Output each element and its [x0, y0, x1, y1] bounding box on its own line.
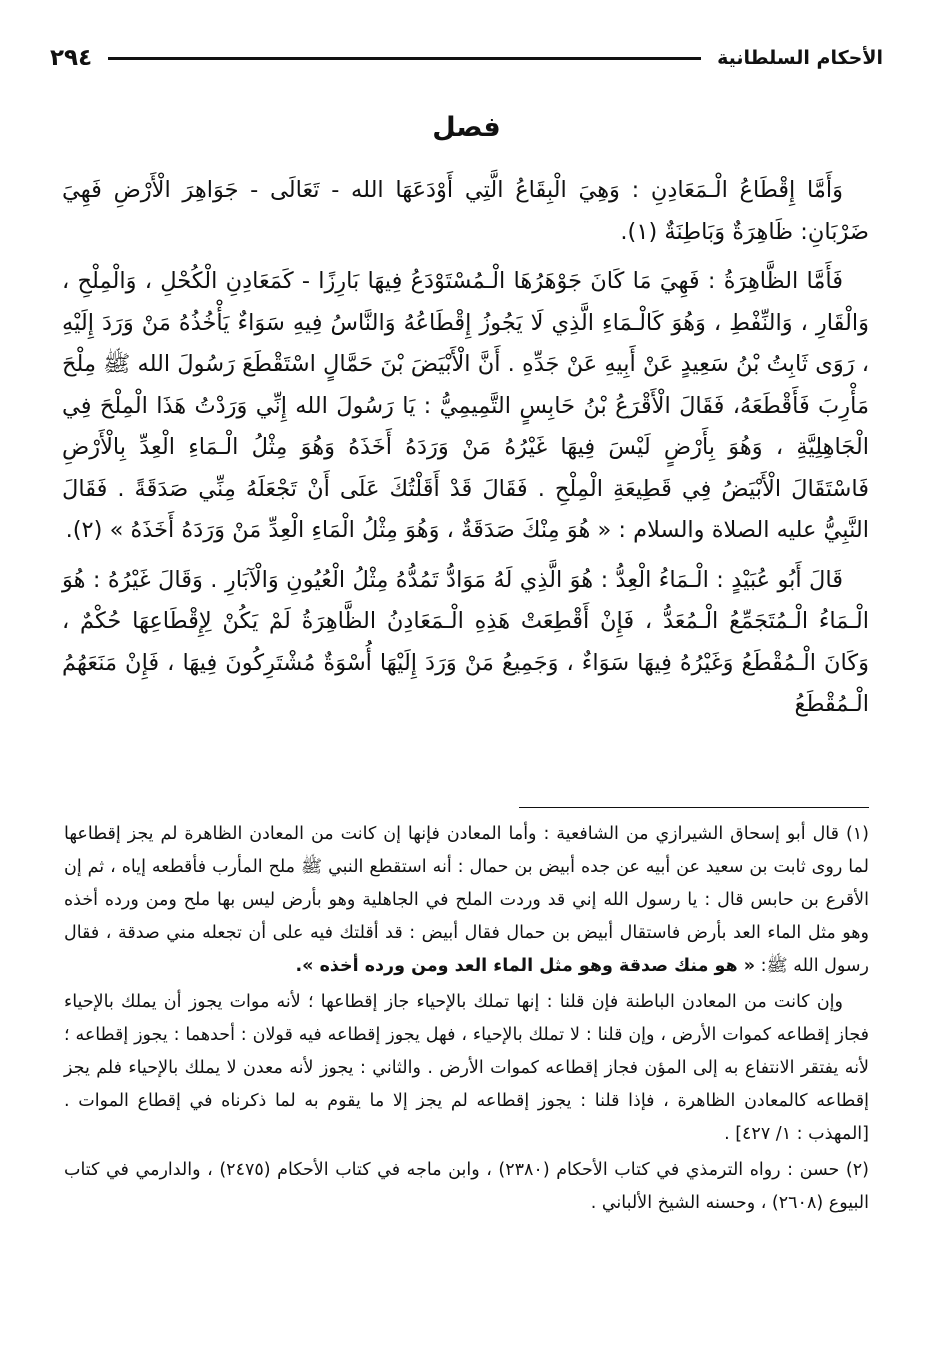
section-title: فصل [432, 112, 501, 143]
page-number: ٢٩٤ [50, 45, 93, 71]
running-title: الأحكام السلطانية [717, 47, 883, 69]
footnote-1-continued: وإن كانت من المعادن الباطنة فإن قلنا : إنها تملك بالإحياء جاز إقطاعها ؛ لأنه موات يجوز أن يملك بالإحياء فجاز إقطاعه كموات الأرض ، وإن قلنا : لا تملك بالإحياء ، فهل يجوز إقطاعه فيه قولان : أحدهما : يجوز إقطاعه ؛ لأنه يفتقر الانتفاع به إلى المؤن فجاز إقطاعه كموات الأرض . والثاني : يجوز لأنه معدن لا يملك بالإحياء فلم يجز إقطاعه كالمعادن الظاهرة ، فإذا قلنا : يجوز إقطاعه لم يجز إلا ما يقوم به لما ذكرناه في إقطاع الموات . [المهذب : ١/ ٤٢٧] . [64, 992, 869, 1144]
main-text [62, 170, 869, 734]
footnote-1-text: (١) قال أبو إسحاق الشيرازي من الشافعية : وأما المعادن فإنها إن كانت من المعادن الظاهرة لم يجز إقطاعها لما روى ثابت بن سعيد عن أبيه عن جده أبيض بن حمال : أنه استقطع النبي ﷺ ملح المأرب فأقطعه إياه ، ثم إن الأقرع بن حابس قال : يا رسول الله إني قد وردت الملح في الجاهلية وهو بأرض ليس بها ملح ومن ورده أخذه وهو مثل الماء العد بأرض فاستقال أبيض بن حمال فقال أبيض : قد أقلتك فيه على أن تجعله مني صدقة ، فقال رسول الله ﷺ: [64, 824, 869, 976]
header-rule [108, 57, 701, 60]
paragraph-mines-intro: وَأَمَّا إِقْطَاعُ الْـمَعَادِنِ : وَهِيَ الْبِقَاعُ الَّتِي أَوْدَعَهَا الله - تَعَالَى - جَوَاهِرَ الْأَرْضِ فَهِيَ ضَرْبَانِ: ظَاهِرَةٌ وَبَاطِنَةٌ (١). [62, 177, 869, 245]
paragraph-abu-ubayd: قَالَ أَبُو عُبَيْدٍ : الْـمَاءُ الْعِدُّ : هُوَ الَّذِي لَهُ مَوَادُّ تَمُدُّهُ مِثْلُ الْعُيُونِ وَالْآبَارِ . وَقَالَ غَيْرُهُ : هُوَ الْـمَاءُ الْـمُتَجَمِّعُ الْـمُعَدُّ ، فَإِنْ أَقْطِعَتْ هَذِهِ الْـمَعَادِنُ الظَّاهِرَةُ لَمْ يَكُنْ لِإِقْطَاعِهَا حُكْمٌ ، وَكَانَ الْـمُقْطَعُ وَغَيْرُهُ فِيهَا سَوَاءٌ ، وَجَمِيعُ مَنْ وَرَدَ إِلَيْهَا أُسْوَةٌ مُشْتَرِكُونَ فِيهَا ، فَإِنْ مَنَعَهُمُ الْـمُقْطَعُ [62, 566, 869, 717]
page-header [50, 38, 883, 78]
paragraph-apparent-mines: فَأَمَّا الظَّاهِرَةُ : فَهِيَ مَا كَانَ جَوْهَرُهَا الْـمُسْتَوْدَعُ فِيهَا بَارِزًا - كَمَعَادِنِ الْكُحْلِ ، وَالْمِلْحِ ، وَالْقَارِ ، وَالنِّفْطِ ، وَهُوَ كَالْـمَاءِ الَّذِي لَا يَجُوزُ إِقْطَاعُهُ وَالنَّاسُ فِيهِ سَوَاءٌ يَأْخُذُهُ مَنْ وَرَدَ إِلَيْهِ ، رَوَى ثَابِتُ بْنُ سَعِيدٍ عَنْ أَبِيهِ عَنْ جَدِّهِ . أَنَّ الْأَبْيَضَ بْنَ حَمَّالٍ اسْتَقْطَعَ رَسُولَ الله ﷺ مِلْحَ مَأْرِبَ فَأَقْطَعَهُ، فَقَالَ الْأَقْرَعُ بْنُ حَابِسٍ التَّمِيمِيُّ : يَا رَسُولَ الله إِنِّي وَرَدْتُ هَذَا الْمِلْحَ فِي الْجَاهِلِيَّةِ ، وَهُوَ بِأَرْضٍ لَيْسَ فِيهَا غَيْرُهُ مَنْ وَرَدَهُ أَخَذَهُ وَهُوَ مِثْلُ الْـمَاءِ الْعِدِّ بِالْأَرْضِ فَاسْتَقَالَ الْأَبْيَضُ فِي قَطِيعَةِ الْمِلْحِ . فَقَالَ قَدْ أَقَلْتُكَ عَلَى أَنْ تَجْعَلَهُ مِنِّي صَدَقَةً . فَقَالَ النَّبِيُّ عليه الصلاة والسلام : « هُوَ مِنْكَ صَدَقَةٌ ، وَهُوَ مِثْلُ الْمَاءِ الْعِدِّ مَنْ وَرَدَهُ أَخَذَهُ » (٢). [62, 268, 869, 543]
footnote-separator [519, 807, 869, 808]
footnote-2: (٢) حسن : رواه الترمذي في كتاب الأحكام (٢٣٨٠) ، وابن ماجه في كتاب الأحكام (٢٤٧٥) ، والدارمي في كتاب البيوع (٢٦٠٨) ، وحسنه الشيخ الألباني . [64, 1160, 869, 1213]
footnote-1-quote: « هو منك صدقة وهو مثل الماء العد ومن ورده أخذه ». [295, 956, 756, 976]
footnote-1 [64, 818, 869, 983]
footnotes [64, 818, 869, 1223]
